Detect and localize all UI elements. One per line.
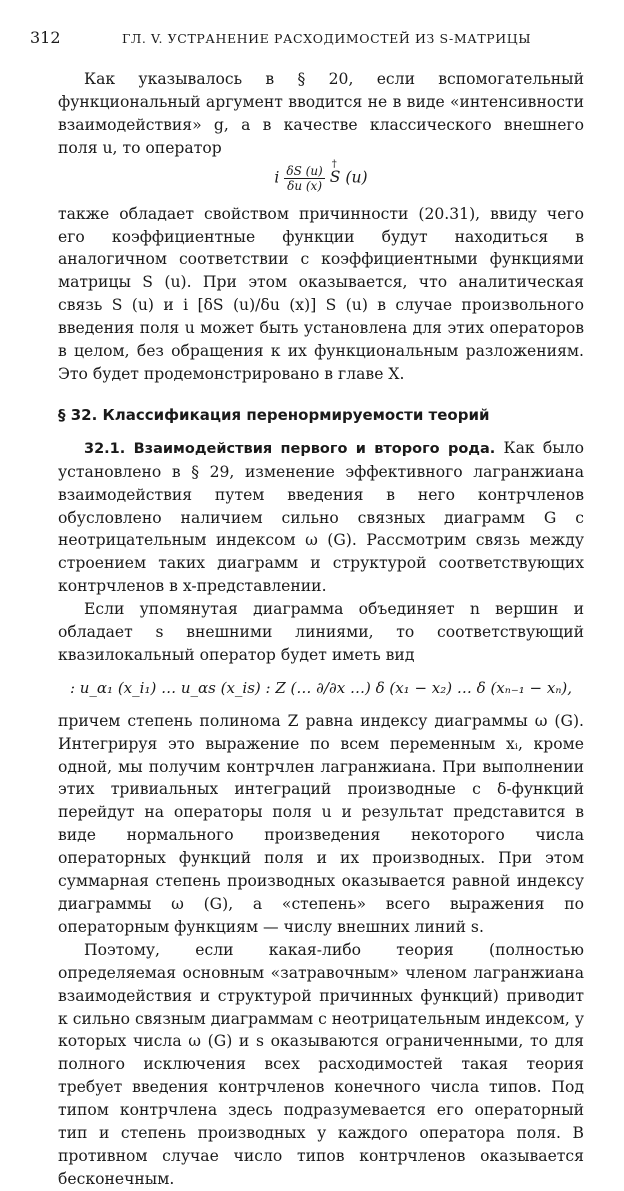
paragraph-conclusion: Поэтому, если какая-либо теория (полностью определяемая основным «затравочным» членом лагранжиана взаимодействия и структурой причинных функций) приводит к сильно связным диаграммам с неотрицательным индексом, у которых числа ω (G) и s оказываются ограниченными, то для полного исключения всех расходимостей такая теория требует введения контрчленов конечного числа типов. Под типом контрчлена здесь подразумевается его операторный тип и степень производных у каждого оператора поля. В противном случае число типов контрчленов оказывается бесконечным.: [58, 940, 584, 1188]
paragraph-interactions-text: Как было установлено в § 29, изменение эффективного лагранжиана взаимодействия путем введения в него контрчленов обусловлено наличием сильно связных диаграмм G с неотрицательным индексом ω (G). Рассмотрим связь между строением таких диаграмм и структурой соответствующих контрчленов в x-представлении.: [58, 438, 584, 596]
formula-functional-derivative: [58, 164, 584, 193]
paragraph-integration: причем степень полинома Z равна индексу диаграммы ω (G). Интегрируя это выражение по всем переменным xᵢ, кроме одной, мы получим контрчлен лагранжиана. При выполнении этих тривиальных интеграций производные с δ-функций перейдут на операторы поля u и результат представится в виде нормального произведения некоторого числа операторных функций поля и их производных. При этом суммарная степень производных оказывается равной индексу диаграммы ω (G), а «степень» всего выражения по операторным функциям — числу внешних линий s.: [58, 711, 584, 936]
page-number: 312: [30, 28, 61, 47]
formula-quasilocal-operator: : u_α₁ (x_i₁) … u_αs (x_is) : Z (… ∂/∂x …) δ (x₁ − x₂) … δ (xₙ₋₁ − xₙ),: [69, 678, 573, 697]
fraction-denominator: δu (x): [287, 178, 323, 193]
fraction-numerator: δS (u): [286, 163, 323, 178]
s-dagger-operator: † S: [330, 166, 341, 189]
formula-prefix: i: [274, 168, 280, 187]
page-header: [30, 28, 566, 48]
section-title: § 32. Классификация перенормируемости теорий: [58, 405, 490, 424]
subsection-lead: 32.1. Взаимодействия первого и второго рода.: [84, 440, 496, 457]
page-body: [58, 68, 584, 1191]
paragraph-operator: Если упомянутая диаграмма объединяет n вершин и обладает s внешними линиями, то соответствующий квазилокальный оператор будет иметь вид: [58, 600, 584, 664]
formula-fraction: [284, 164, 324, 193]
paragraph-causality: также обладает свойством причинности (20.31), ввиду чего его коэффициентные функции будут находиться в аналогичном соответствии с коэффициентными функциями матрицы S (u). При этом оказывается, что аналитическая связь S (u) и i [δS (u)/δu (x)] S (u) в случае произвольного введения поля u может быть установлена для этих операторов в целом, без обращения к их функциональным разложениям. Это будет продемонстрировано в главе X.: [58, 204, 584, 383]
running-title: ГЛ. V. УСТРАНЕНИЕ РАСХОДИМОСТЕЙ ИЗ S-МАТРИЦЫ: [122, 31, 532, 46]
paragraph-interactions: [58, 437, 584, 598]
paragraph-intro: Как указывалось в § 20, если вспомогательный функциональный аргумент вводится не в виде «интенсивности взаимодействия» g, а в качестве классического внешнего поля u, то оператор: [58, 70, 584, 157]
formula-suffix: (u): [340, 168, 368, 187]
